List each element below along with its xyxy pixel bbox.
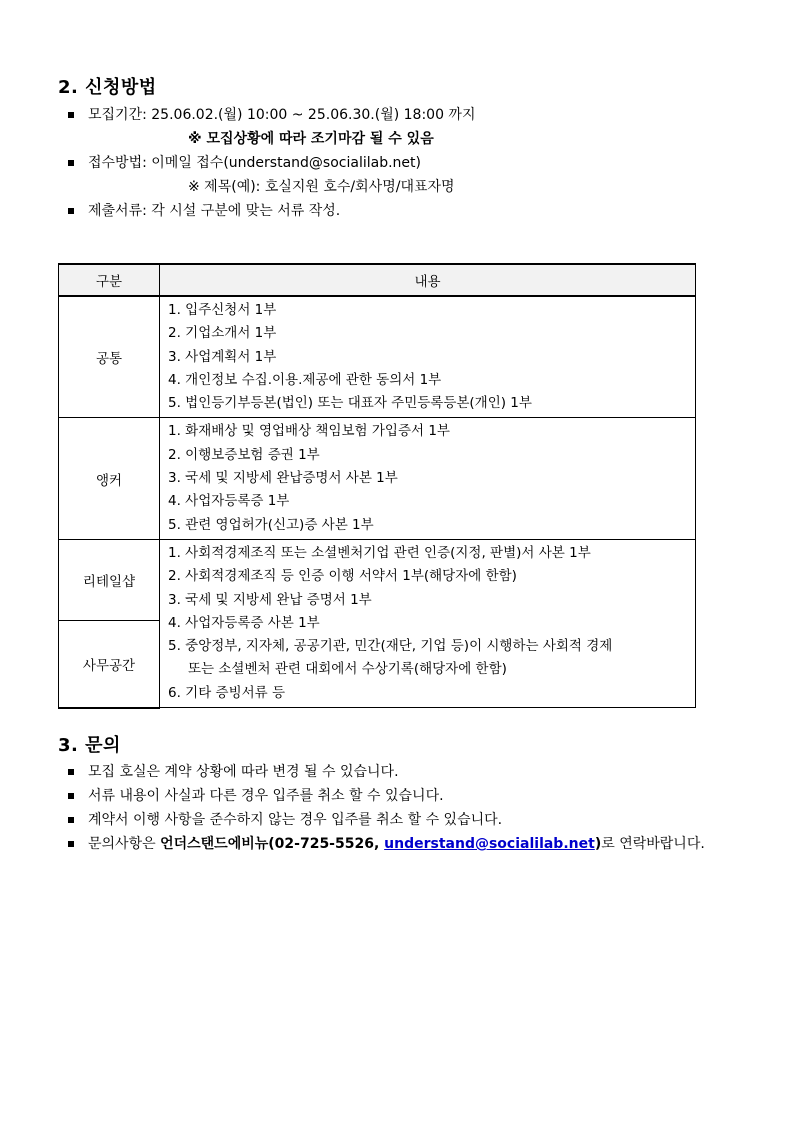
list-item xyxy=(66,199,475,223)
period-value: 25.06.02.(월) 10:00 ~ 25.06.30.(월) 18:00 까지 xyxy=(151,107,476,123)
shared-items xyxy=(160,539,696,707)
contact-email-link[interactable]: understand@socialilab.net xyxy=(384,836,595,852)
anchor-items xyxy=(160,418,696,539)
list-item: 2. 사회적경제조직 등 인증 이행 서약서 1부(해당자에 한함) xyxy=(168,568,517,585)
inquiry-list xyxy=(66,760,705,856)
contact-prefix: 문의사항은 xyxy=(88,836,161,852)
list-item: 4. 개인정보 수집.이용.제공에 관한 동의서 1부 xyxy=(168,371,442,388)
list-item xyxy=(66,103,475,151)
category-office: 사무공간 xyxy=(59,620,160,707)
list-item: 서류 내용이 사실과 다른 경우 입주를 취소 할 수 있습니다. xyxy=(66,784,698,808)
common-items xyxy=(160,296,696,418)
list-item: 3. 사업계획서 1부 xyxy=(168,348,277,365)
method-label: 접수방법: xyxy=(88,155,152,171)
period-note: ※ 모집상황에 따라 조기마감 될 수 있음 xyxy=(188,131,434,147)
table-row xyxy=(59,418,696,539)
list-item: 1. 사회적경제조직 또는 소셜벤처기업 관련 인증(지정, 판별)서 사본 1부 xyxy=(168,544,591,561)
list-item: 4. 사업자등록증 1부 xyxy=(168,493,290,510)
list-item: 5. 관련 영업허가(신고)증 사본 1부 xyxy=(168,516,374,533)
list-item: 5. 법인등기부등본(법인) 또는 대표자 주민등록등본(개인) 1부 xyxy=(168,395,532,412)
list-item: 모집 호실은 계약 상황에 따라 변경 될 수 있습니다. xyxy=(66,760,698,784)
period-label: 모집기간: xyxy=(88,107,152,123)
list-item: 1. 입주신청서 1부 xyxy=(168,302,277,318)
table-header-row xyxy=(59,264,696,296)
list-item: 1. 화재배상 및 영업배상 책임보험 가입증서 1부 xyxy=(168,423,450,440)
table-row xyxy=(59,296,696,418)
list-item: 2. 기업소개서 1부 xyxy=(168,325,277,342)
list-item xyxy=(66,151,475,199)
header-content: 내용 xyxy=(160,264,696,296)
list-item-continued: 또는 소셜벤처 관련 대회에서 수상기록(해당자에 한함) xyxy=(188,661,507,678)
application-method-list xyxy=(66,103,475,223)
docs-label: 제출서류: xyxy=(88,203,152,219)
method-value: 이메일 접수(understand@socialilab.net) xyxy=(151,155,421,171)
section-2-title: 2. 신청방법 xyxy=(58,77,157,98)
list-item: 5. 중앙정부, 지자체, 공공기관, 민간(재단, 기업 등)이 시행하는 사회적 경제 xyxy=(168,638,613,655)
contact-close: ) xyxy=(594,836,602,852)
section-3-title: 3. 문의 xyxy=(58,735,121,756)
header-category: 구분 xyxy=(59,264,160,296)
list-item: 4. 사업자등록증 사본 1부 xyxy=(168,614,320,631)
table-row xyxy=(59,539,696,620)
category-retail: 리테일샵 xyxy=(59,539,160,620)
docs-value: 각 시설 구분에 맞는 서류 작성. xyxy=(151,203,341,219)
list-item: 3. 국세 및 지방세 완납증명서 사본 1부 xyxy=(168,470,398,487)
list-item-contact xyxy=(66,832,705,856)
contact-suffix: 로 연락바랍니다. xyxy=(601,836,705,852)
category-common: 공통 xyxy=(59,296,160,418)
method-note: ※ 제목(예): 호실지원 호수/회사명/대표자명 xyxy=(188,179,455,195)
required-documents-table xyxy=(58,263,696,709)
list-item: 6. 기타 증빙서류 등 xyxy=(168,684,286,701)
list-item: 3. 국세 및 지방세 완납 증명서 1부 xyxy=(168,591,372,608)
contact-org: 언더스탠드에비뉴(02-725-5526, xyxy=(160,836,385,852)
list-item: 계약서 이행 사항을 준수하지 않는 경우 입주를 취소 할 수 있습니다. xyxy=(66,808,698,832)
list-item: 2. 이행보증보험 증권 1부 xyxy=(168,446,320,463)
category-anchor: 앵커 xyxy=(59,418,160,539)
